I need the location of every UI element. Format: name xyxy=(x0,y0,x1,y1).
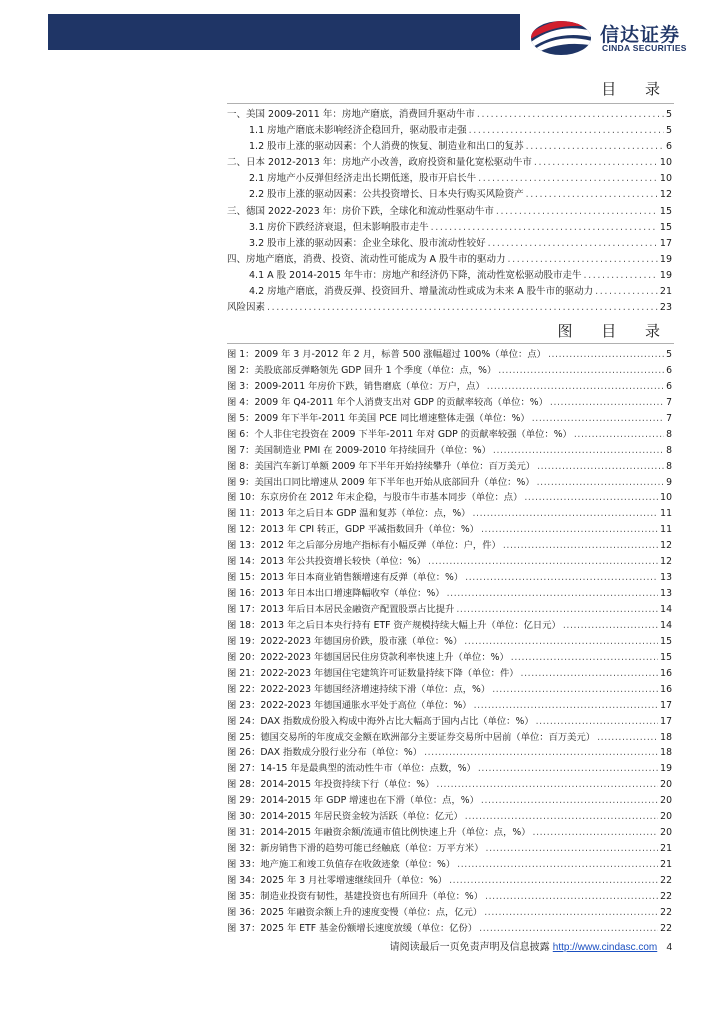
dot-leader xyxy=(436,777,658,793)
entry-title: 四、房地产磨底，消费、投资、流动性可能成为 A 股牛市的驱动力 xyxy=(227,253,506,265)
cinda-logo-mark-icon xyxy=(530,16,592,56)
entry-title: 图 34：2025 年 3 月社零增速继续回升（单位：%） xyxy=(227,874,448,886)
entry-title: 3.2 股市上涨的驱动因素：企业全球化、股市流动性较好 xyxy=(249,237,486,249)
toc-entry[interactable] xyxy=(227,236,672,252)
entry-page-number: 21 xyxy=(659,286,672,298)
figure-entry[interactable] xyxy=(227,459,672,475)
entry-page-number: 8 xyxy=(666,428,672,440)
toc-entry[interactable] xyxy=(227,187,672,203)
entry-title: 图 33：地产施工和竣工负值存在收敛迹象（单位：%） xyxy=(227,859,456,870)
dot-leader xyxy=(456,602,658,618)
dot-leader xyxy=(485,889,658,905)
figure-entry[interactable] xyxy=(227,379,672,395)
figure-entry[interactable] xyxy=(227,777,672,793)
toc-entry[interactable] xyxy=(227,107,672,123)
figure-entry[interactable] xyxy=(227,411,672,427)
entry-page-number: 15 xyxy=(660,651,672,663)
page-number: 4 xyxy=(666,942,672,953)
dot-leader xyxy=(469,123,664,139)
entry-title: 图 35：制造业投资有韧性，基建投资也有所回升（单位：%） xyxy=(227,890,484,902)
figure-entry[interactable] xyxy=(227,682,672,698)
entry-title: 一、美国 2009-2011 年：房地产磨底，消费回升驱动牛市 xyxy=(227,109,475,120)
dot-leader xyxy=(449,873,658,889)
dot-leader xyxy=(474,698,659,714)
entry-page-number: 16 xyxy=(660,667,672,679)
dot-leader xyxy=(597,730,658,746)
entry-title: 图 5：2009 年下半年-2011 年美国 PCE 同比增速整体走强（单位：%） xyxy=(227,412,530,424)
entry-title: 1.2 股市上涨的驱动因素：个人消费的恢复、制造业和出口的复苏 xyxy=(249,141,524,153)
entry-page-number: 17 xyxy=(660,715,672,727)
entry-page-number: 19 xyxy=(659,253,672,265)
figure-entry[interactable] xyxy=(227,586,672,602)
entry-page-number: 18 xyxy=(660,747,672,759)
dot-leader xyxy=(464,634,658,650)
dot-leader xyxy=(548,347,664,363)
entry-title: 图 23：2022-2023 年德国通胀水平处于高位（单位：%） xyxy=(227,699,472,711)
entry-title: 图 26：DAX 指数成分股行业分布（单位：%） xyxy=(227,747,423,759)
figure-entry[interactable] xyxy=(227,905,672,921)
entry-page-number: 12 xyxy=(660,556,672,568)
entry-page-number: 22 xyxy=(660,906,672,918)
entry-page-number: 22 xyxy=(660,922,672,934)
toc-entry[interactable] xyxy=(227,139,672,155)
entry-title: 4.1 A 股 2014-2015 年牛市：房地产和经济仍下降，流动性宽松驱动股市走牛 xyxy=(249,269,582,281)
entry-title: 三、德国 2022-2023 年：房价下跌，全球化和流动性驱动牛市 xyxy=(227,205,494,217)
entry-page-number: 15 xyxy=(660,635,672,647)
dot-leader xyxy=(537,459,664,475)
dot-leader xyxy=(267,300,658,316)
website-link[interactable]: http://www.cindasc.com xyxy=(552,942,658,953)
entry-title: 1.1 房地产磨底未影响经济企稳回升，驱动股市走强 xyxy=(249,125,467,137)
entry-title: 2.1 房地产小反弹但经济走出长期低迷，股市开启长牛 xyxy=(249,173,477,185)
entry-page-number: 8 xyxy=(666,460,672,472)
entry-page-number: 17 xyxy=(659,237,672,249)
cinda-logo xyxy=(530,16,690,58)
entry-page-number: 10 xyxy=(659,157,672,169)
entry-page-number: 20 xyxy=(660,795,672,807)
figure-entry[interactable] xyxy=(227,841,672,857)
entry-page-number: 22 xyxy=(660,890,672,902)
figure-entry[interactable] xyxy=(227,618,672,634)
figure-entry[interactable] xyxy=(227,873,672,889)
dot-leader xyxy=(583,268,657,284)
entry-title: 图 10：东京房价在 2012 年末企稳，与股市牛市基本同步（单位：点） xyxy=(227,492,523,504)
figure-entry[interactable] xyxy=(227,570,672,586)
entry-title: 图 37：2025 年 ETF 基金份额增长速度放缓（单位：亿份） xyxy=(227,922,478,934)
entry-page-number: 10 xyxy=(659,173,672,185)
entry-title: 图 22：2022-2023 年德国经济增速持续下滑（单位：点，%） xyxy=(227,683,491,695)
figure-entry[interactable] xyxy=(227,857,672,873)
logo-english-name: CINDA SECURITIES xyxy=(602,43,687,53)
entry-page-number: 23 xyxy=(659,302,672,314)
dot-leader xyxy=(550,395,664,411)
figure-entry[interactable] xyxy=(227,650,672,666)
entry-title: 图 13：2012 年之后部分房地产指标有小幅反弹（单位：户，件） xyxy=(227,540,501,552)
toc-entry[interactable] xyxy=(227,171,672,187)
figures-list xyxy=(227,347,672,937)
dot-leader xyxy=(477,107,664,123)
entry-page-number: 22 xyxy=(660,874,672,886)
figure-entry[interactable] xyxy=(227,427,672,443)
entry-page-number: 20 xyxy=(660,827,672,839)
figure-entry[interactable] xyxy=(227,538,672,554)
dot-leader xyxy=(479,921,658,937)
entry-title: 图 19：2022-2023 年德国房价跌，股市涨（单位：%） xyxy=(227,635,463,647)
dot-leader xyxy=(457,857,658,873)
dot-leader xyxy=(478,171,658,187)
entry-page-number: 12 xyxy=(659,189,672,201)
entry-title: 图 29：2014-2015 年 GDP 增速也在下滑（单位：点，%） xyxy=(227,795,479,807)
entry-title: 2.2 股市上涨的驱动因素：公共投资增长、日本央行购买风险资产 xyxy=(249,189,524,201)
toc-entry[interactable] xyxy=(227,220,672,236)
dot-leader xyxy=(488,236,658,252)
entry-page-number: 13 xyxy=(660,572,672,584)
entry-title: 图 30：2014-2015 年居民资金较为活跃（单位：亿元） xyxy=(227,811,463,823)
figure-entry[interactable] xyxy=(227,506,672,522)
toc-entry[interactable] xyxy=(227,284,672,300)
entry-page-number: 19 xyxy=(660,763,672,775)
toc-entry[interactable] xyxy=(227,155,672,171)
entry-page-number: 10 xyxy=(660,492,672,504)
entry-title: 图 11：2013 年之后日本 GDP 温和复苏（单位：点，%） xyxy=(227,508,471,520)
dot-leader xyxy=(498,363,664,379)
entry-title: 图 25：德国交易所的年度成交金额在欧洲部分主要证券交易所中居前（单位：百万美元） xyxy=(227,731,596,743)
figure-entry[interactable] xyxy=(227,443,672,459)
figures-divider xyxy=(227,343,674,344)
entry-title: 图 1：2009 年 3 月-2012 年 2 月，标普 500 涨幅超过 100%（单位：点） xyxy=(227,349,546,360)
entry-title: 风险因素 xyxy=(227,302,266,314)
dot-leader xyxy=(521,666,659,682)
figure-entry[interactable] xyxy=(227,395,672,411)
dot-leader xyxy=(526,139,664,155)
dot-leader xyxy=(496,204,658,220)
dot-leader xyxy=(563,618,658,634)
entry-title: 图 24：DAX 指数成份股入构成中海外占比大幅高于国内占比（单位：%） xyxy=(227,715,534,727)
entry-page-number: 15 xyxy=(659,205,672,217)
dot-leader xyxy=(493,443,664,459)
entry-page-number: 8 xyxy=(666,444,672,456)
entry-title: 图 2：美股底部反弹略领先 GDP 回升 1 个季度（单位：点，%） xyxy=(227,364,497,376)
entry-page-number: 5 xyxy=(665,125,672,137)
entry-title: 图 3：2009-2011 年房价下跌，销售磨底（单位：万户，点） xyxy=(227,380,485,392)
dot-leader xyxy=(481,793,658,809)
entry-title: 4.2 房地产磨底，消费反弹、投资回升、增量流动性或成为未来 A 股牛市的驱动力 xyxy=(249,286,594,298)
figure-entry[interactable] xyxy=(227,490,672,506)
dot-leader xyxy=(574,427,664,443)
entry-page-number: 21 xyxy=(660,859,672,870)
toc-entry[interactable] xyxy=(227,123,672,139)
entry-page-number: 20 xyxy=(660,779,672,791)
entry-page-number: 13 xyxy=(660,588,672,600)
dot-leader xyxy=(511,650,658,666)
entry-page-number: 5 xyxy=(665,109,672,120)
figure-entry[interactable] xyxy=(227,714,672,730)
entry-page-number: 6 xyxy=(666,380,672,392)
entry-page-number: 9 xyxy=(666,476,672,488)
entry-title: 图 36：2025 年融资余额上升的速度变慢（单位：点，亿元） xyxy=(227,906,483,918)
page-footer xyxy=(390,938,672,953)
entry-title: 图 6：个人非住宅投资在 2009 下半年-2011 年对 GDP 的贡献率较强（单位：%） xyxy=(227,428,572,440)
dot-leader xyxy=(484,905,658,921)
figure-entry[interactable] xyxy=(227,825,672,841)
figure-entry[interactable] xyxy=(227,666,672,682)
entry-title: 图 18：2013 年之后日本央行持有 ETF 资产规模持续大幅上升（单位：亿日元） xyxy=(227,619,561,631)
entry-page-number: 7 xyxy=(666,396,672,408)
entry-page-number: 11 xyxy=(660,508,672,520)
entry-title: 图 27：14-15 年是最典型的流动性牛市（单位：点数，%） xyxy=(227,763,476,775)
dot-leader xyxy=(424,745,658,761)
figure-entry[interactable] xyxy=(227,522,672,538)
entry-title: 图 21：2022-2023 年德国住宅建筑许可证数量持续下降（单位：件） xyxy=(227,667,519,679)
dot-leader xyxy=(534,155,658,171)
figure-entry[interactable] xyxy=(227,634,672,650)
toc-entry[interactable] xyxy=(227,300,672,316)
dot-leader xyxy=(481,522,658,538)
entry-title: 图 4：2009 年 Q4-2011 年个人消费支出对 GDP 的贡献率较高（单位：%） xyxy=(227,396,548,408)
entry-title: 图 14：2013 年公共投资增长较快（单位：%） xyxy=(227,556,426,568)
entry-page-number: 16 xyxy=(660,683,672,695)
figure-entry[interactable] xyxy=(227,347,672,363)
entry-title: 图 9：美国出口同比增速从 2009 年下半年也开始从底部回升（单位：%） xyxy=(227,476,535,488)
entry-title: 图 12：2013 年 CPI 转正，GDP 平减指数回升（单位：%） xyxy=(227,524,479,536)
entry-page-number: 5 xyxy=(666,349,672,360)
entry-title: 图 8：美国汽车新订单额 2009 年下半年开始持续攀升（单位：百万美元） xyxy=(227,460,536,472)
dot-leader xyxy=(595,284,658,300)
logo-chinese-name: 信达证券 xyxy=(600,24,681,46)
entry-page-number: 7 xyxy=(666,412,672,424)
figure-entry[interactable] xyxy=(227,602,672,618)
dot-leader xyxy=(524,490,658,506)
dot-leader xyxy=(472,506,658,522)
entry-page-number: 17 xyxy=(660,699,672,711)
dot-leader xyxy=(478,761,658,777)
entry-title: 二、日本 2012-2013 年：房地产小改善，政府投资和量化宽松驱动牛市 xyxy=(227,157,532,169)
dot-leader xyxy=(447,586,659,602)
entry-page-number: 19 xyxy=(659,269,672,281)
entry-title: 图 7：美国制造业 PMI 在 2009-2010 年持续回升（单位：%） xyxy=(227,444,491,456)
dot-leader xyxy=(486,841,659,857)
dot-leader xyxy=(465,570,658,586)
figure-entry[interactable] xyxy=(227,921,672,937)
dot-leader xyxy=(492,682,658,698)
figures-title: 图 目 录 xyxy=(557,322,672,340)
dot-leader xyxy=(532,411,664,427)
entry-title: 图 17：2013 年后日本居民金融资产配置股票占比提升 xyxy=(227,604,455,615)
dot-leader xyxy=(508,252,658,268)
dot-leader xyxy=(465,809,658,825)
toc-divider xyxy=(227,103,674,104)
figure-entry[interactable] xyxy=(227,761,672,777)
figure-entry[interactable] xyxy=(227,475,672,491)
figure-entry[interactable] xyxy=(227,793,672,809)
figure-entry[interactable] xyxy=(227,745,672,761)
entry-page-number: 15 xyxy=(659,221,672,233)
entry-page-number: 6 xyxy=(666,364,672,376)
figure-entry[interactable] xyxy=(227,809,672,825)
dot-leader xyxy=(503,538,658,554)
dot-leader xyxy=(533,825,659,841)
figure-entry[interactable] xyxy=(227,698,672,714)
toc-entry[interactable] xyxy=(227,252,672,268)
dot-leader xyxy=(431,220,658,236)
entry-title: 图 28：2014-2015 年投资持续下行（单位：%） xyxy=(227,779,435,791)
toc-entry[interactable] xyxy=(227,268,672,284)
figure-entry[interactable] xyxy=(227,889,672,905)
entry-title: 图 20：2022-2023 年德国居民住房贷款利率快速上升（单位：%） xyxy=(227,651,509,663)
entry-page-number: 20 xyxy=(660,811,672,823)
entry-title: 图 16：2013 年日本出口增速降幅收窄（单位：%） xyxy=(227,588,445,600)
entry-page-number: 6 xyxy=(665,141,672,153)
figure-entry[interactable] xyxy=(227,730,672,746)
figure-entry[interactable] xyxy=(227,363,672,379)
dot-leader xyxy=(536,714,659,730)
entry-page-number: 14 xyxy=(660,604,672,615)
entry-title: 3.1 房价下跌经济衰退，但未影响股市走牛 xyxy=(249,221,429,233)
entry-page-number: 12 xyxy=(660,540,672,552)
figure-entry[interactable] xyxy=(227,554,672,570)
entry-page-number: 14 xyxy=(660,619,672,631)
toc-entry[interactable] xyxy=(227,204,672,220)
disclaimer-text: 请阅读最后一页免责声明及信息披露 xyxy=(389,942,550,953)
toc-list xyxy=(227,107,672,316)
header-band xyxy=(48,14,520,50)
entry-title: 图 32：新房销售下滑的趋势可能已经触底（单位：万平方米） xyxy=(227,843,484,855)
entry-title: 图 15：2013 年日本商业销售额增速有反弹（单位：%） xyxy=(227,572,464,584)
dot-leader xyxy=(487,379,664,395)
entry-page-number: 11 xyxy=(660,524,672,536)
dot-leader xyxy=(537,475,664,491)
entry-title: 图 31：2014-2015 年融资余额/流通市值比例快速上升（单位：点，%） xyxy=(227,827,531,839)
dot-leader xyxy=(428,554,658,570)
dot-leader xyxy=(526,187,658,203)
entry-page-number: 18 xyxy=(660,731,672,743)
entry-page-number: 21 xyxy=(660,843,672,855)
toc-title: 目 录 xyxy=(601,80,672,98)
